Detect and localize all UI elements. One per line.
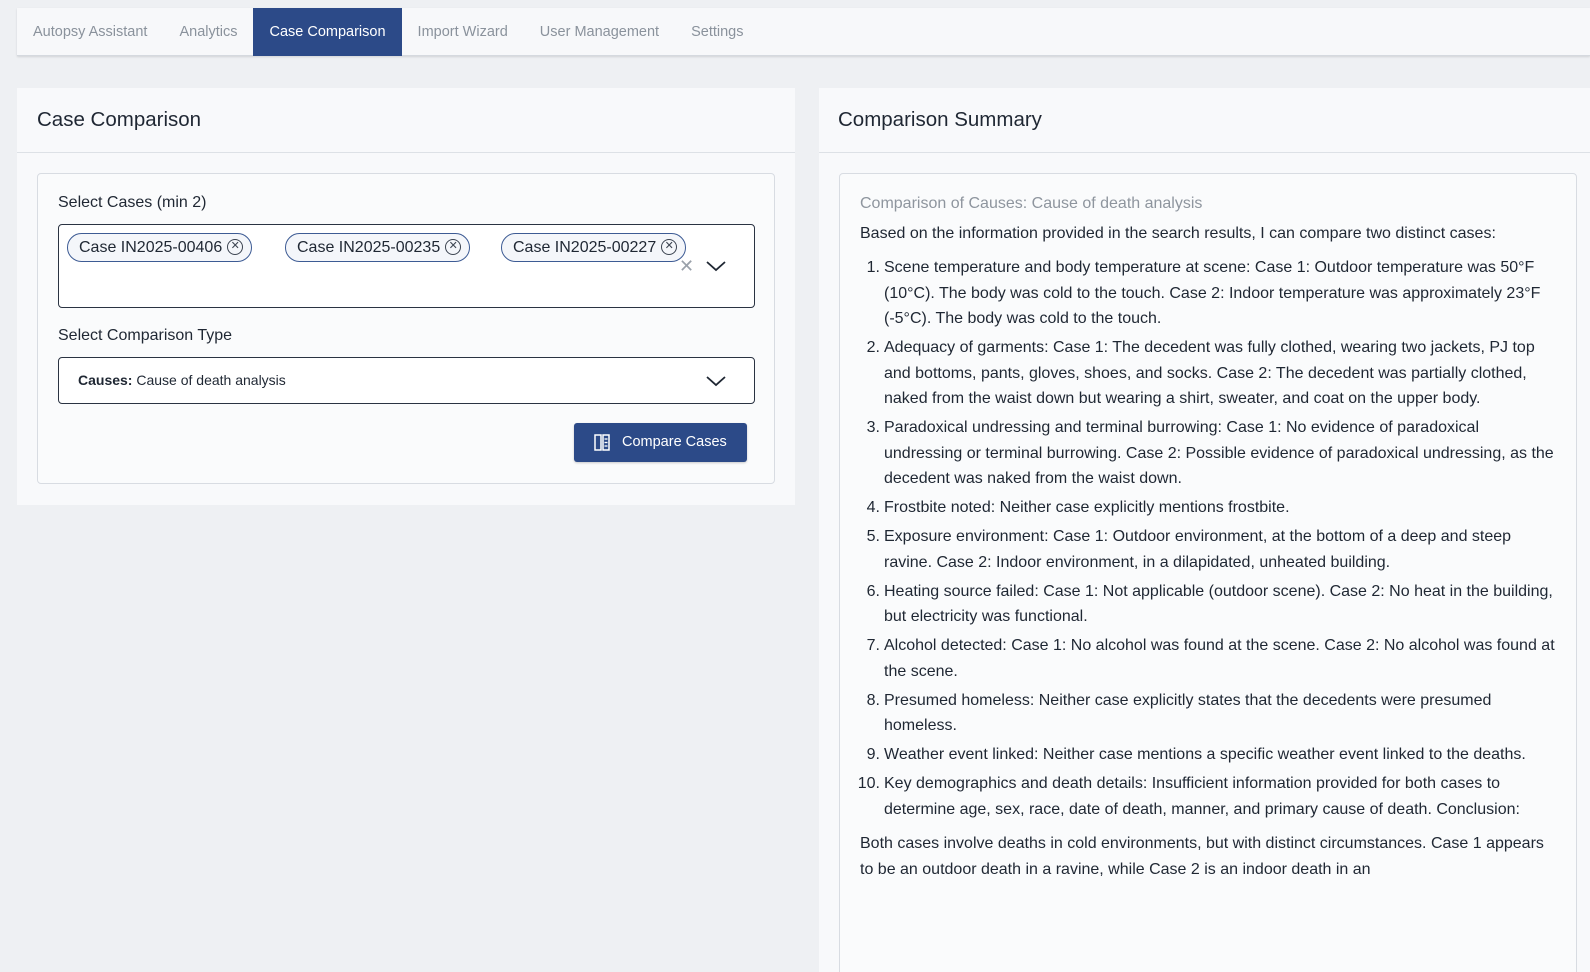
- case-chip: [285, 233, 470, 262]
- comparison-summary-panel: [819, 88, 1590, 972]
- tab-autopsy-assistant[interactable]: Autopsy Assistant: [33, 24, 148, 40]
- list-item: 5. Exposure environment: Case 1: Outdoor environment, at the bottom of a deep and steep ravine. Case 2: Indoor environment, in a dilapidated, unheated building.: [866, 528, 1512, 571]
- case-chip-label: Case IN2025-00406: [79, 239, 223, 256]
- compare-cases-label: Compare Cases: [622, 434, 727, 450]
- list-item: 9. Weather event linked: Neither case mentions a specific weather event linked to the deaths.: [866, 746, 1526, 763]
- list-item: 3. Paradoxical undressing and terminal burrowing: Case 1: No evidence of paradoxical undressing or terminal burrowing. Case 2: Possible evidence of paradoxical undressing, as the decedent was naked from the waist down.: [866, 419, 1554, 487]
- summary-heading: Comparison of Causes: Cause of death analysis: [860, 195, 1203, 212]
- case-chip-label: Case IN2025-00227: [513, 239, 657, 256]
- circle-x-icon[interactable]: ✕: [661, 239, 677, 255]
- circle-x-icon[interactable]: ✕: [227, 239, 243, 255]
- tab-analytics[interactable]: Analytics: [179, 24, 238, 40]
- tab-import-wizard[interactable]: Import Wizard: [417, 24, 508, 40]
- main-tab-bar: [17, 8, 1590, 56]
- case-chip: [501, 233, 686, 262]
- tab-case-comparison[interactable]: Case Comparison: [253, 8, 401, 56]
- summary-content: [839, 173, 1577, 972]
- panel-title: Case Comparison: [17, 88, 795, 153]
- circle-x-icon[interactable]: ✕: [445, 239, 461, 255]
- panel-title: Comparison Summary: [819, 88, 1590, 153]
- list-item: 8. Presumed homeless: Neither case explicitly states that the decedents were presumed homeless.: [866, 691, 1492, 734]
- comparison-form: [37, 173, 775, 484]
- list-item: 6. Heating source failed: Case 1: Not applicable (outdoor scene). Case 2: No heat in the building, but electricity was functional.: [866, 582, 1553, 625]
- tab-settings[interactable]: Settings: [691, 24, 744, 40]
- summary-list: [857, 255, 1556, 822]
- compare-columns-icon: [594, 434, 610, 451]
- chevron-down-icon[interactable]: [705, 260, 727, 272]
- compare-cases-button[interactable]: [574, 423, 747, 462]
- comparison-type-value: Cause of death analysis: [136, 372, 286, 388]
- list-item: 4. Frostbite noted: Neither case explicitly mentions frostbite.: [866, 499, 1290, 516]
- case-chip-label: Case IN2025-00235: [297, 239, 441, 256]
- select-cases-label: Select Cases (min 2): [58, 194, 207, 211]
- list-item: 2. Adequacy of garments: Case 1: The decedent was fully clothed, wearing two jackets, PJ top and bottoms, pants, gloves, shoes, and socks. Case 2: The decedent was partially clothed, naked from the waist down but wearing a shirt, sweater, and coat on the upper body.: [866, 339, 1535, 407]
- summary-conclusion: Both cases involve deaths in cold environments, but with distinct circumstances. Case 1 appears to be an outdoor death in a ravine, while Case 2 is an indoor death in an: [860, 835, 1544, 878]
- chevron-down-icon[interactable]: [705, 375, 727, 387]
- comparison-type-select[interactable]: [58, 357, 755, 404]
- comparison-type-label: Select Comparison Type: [58, 327, 233, 344]
- list-item: 1. Scene temperature and body temperature at scene: Case 1: Outdoor temperature was 50°F (10°C). The body was cold to the touch. Case 2: Indoor temperature was approximately 23°F (-5°C). The body was cold to the touch.: [866, 259, 1541, 327]
- list-item: 7. Alcohol detected: Case 1: No alcohol was found at the scene. Case 2: No alcohol was found at the scene.: [866, 637, 1555, 680]
- tab-user-management[interactable]: User Management: [539, 24, 660, 40]
- summary-intro: Based on the information provided in the search results, I can compare two distinct cases:: [860, 225, 1496, 242]
- case-chip: [67, 233, 252, 262]
- comparison-type-key: Causes:: [78, 372, 133, 388]
- case-comparison-panel: [17, 88, 795, 505]
- case-multiselect[interactable]: [58, 224, 755, 308]
- list-item: 10. Key demographics and death details: Insufficient information provided for both cases to determine age, sex, race, date of death, manner, and primary cause of death. Conclusion:: [857, 775, 1520, 818]
- clear-x-icon[interactable]: ✕: [679, 256, 695, 276]
